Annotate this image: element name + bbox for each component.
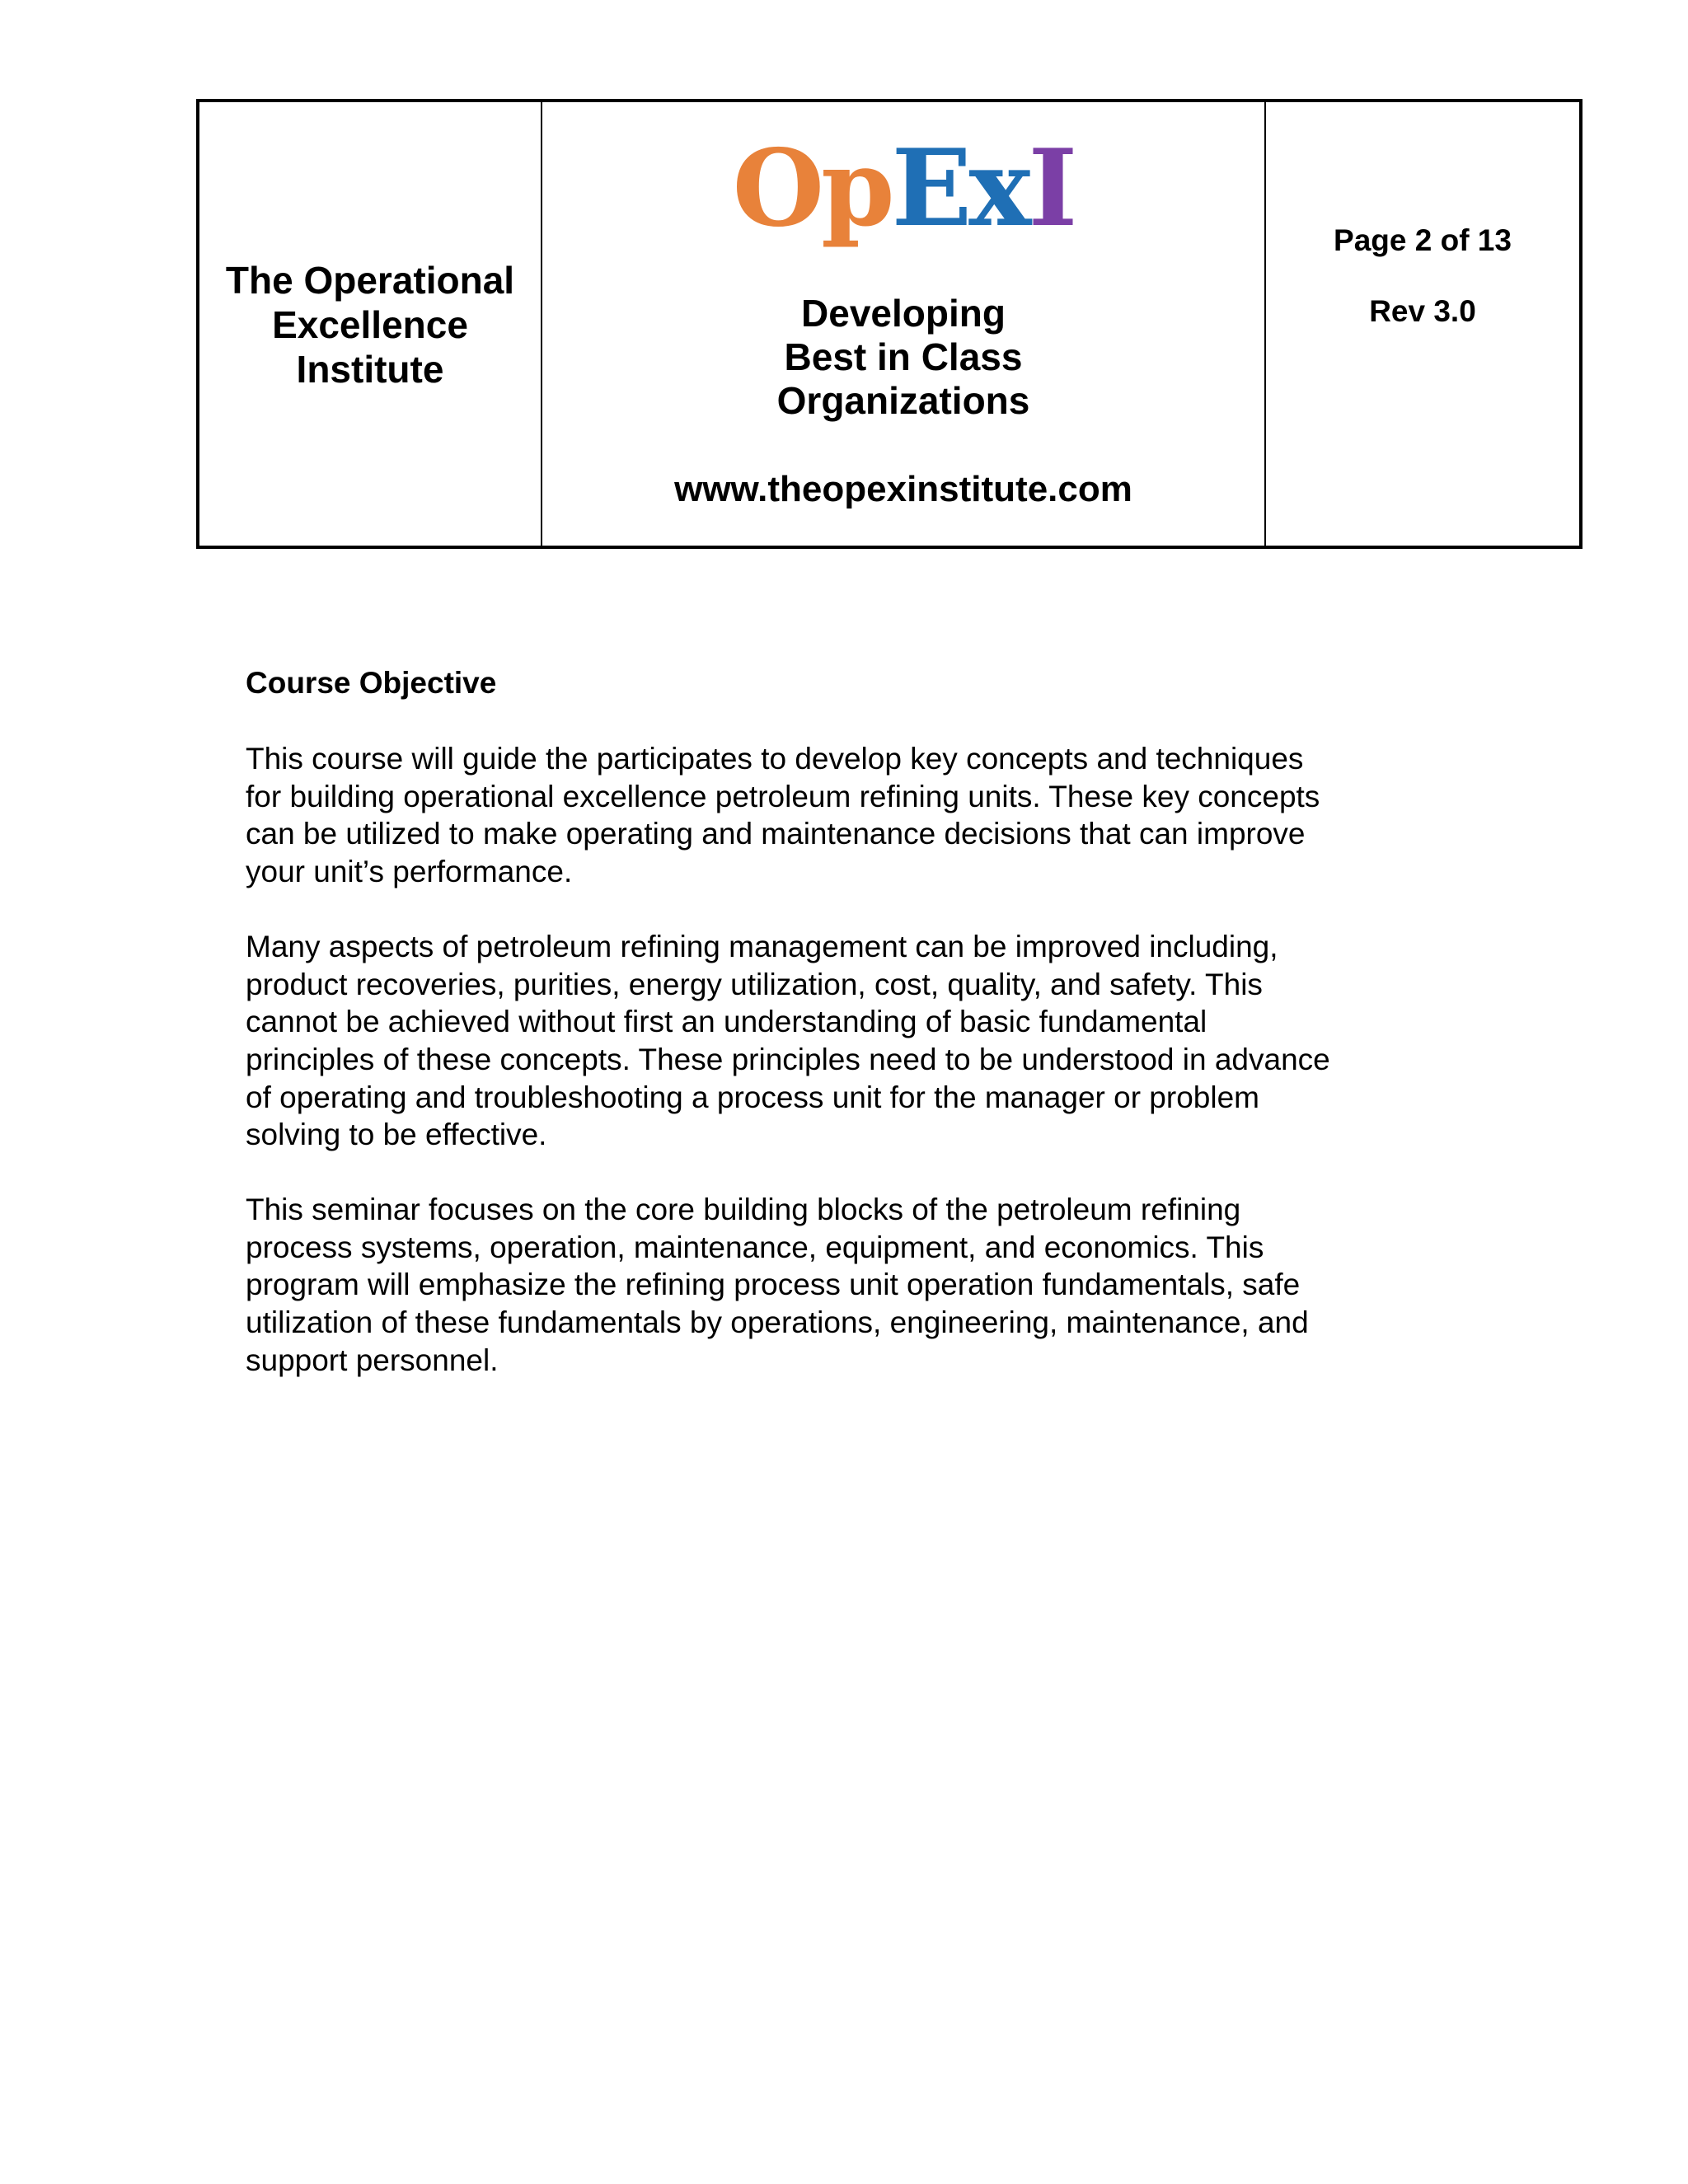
website-url: www.theopexinstitute.com (674, 469, 1132, 509)
paragraph-line: solving to be effective. (246, 1118, 547, 1152)
page-number: Page 2 of 13 (1334, 223, 1512, 257)
paragraph-line: your unit’s performance. (246, 855, 573, 889)
header-center-cell (542, 102, 1266, 546)
paragraph (246, 740, 1449, 891)
paragraph-line: This seminar focuses on the core building blocks of the petroleum refining (246, 1193, 1241, 1227)
paragraph-line: cannot be achieved without first an understanding of basic fundamental (246, 1005, 1207, 1039)
tagline (542, 292, 1264, 423)
organization-name (213, 258, 527, 391)
logo-part-i: I (1028, 127, 1075, 251)
org-name-line: Excellence (272, 303, 468, 346)
document-header (196, 99, 1582, 549)
logo-part-op: Op (732, 127, 892, 251)
paragraph-line: can be utilized to make operating and maintenance decisions that can improve (246, 817, 1306, 851)
header-page-info-cell (1266, 102, 1579, 546)
revision-label: Rev 3.0 (1369, 294, 1476, 328)
opexi-logo (542, 127, 1264, 251)
paragraph-line: process systems, operation, maintenance, equipment, and economics. This (246, 1230, 1264, 1264)
org-name-line: Institute (296, 348, 444, 391)
paragraph (246, 928, 1449, 1154)
header-org-cell (199, 102, 542, 546)
section-title: Course Objective (246, 666, 497, 700)
tagline-line: Organizations (776, 379, 1030, 422)
paragraph-line: Many aspects of petroleum refining management can be improved including, (246, 929, 1278, 963)
logo-part-ex: Ex (891, 127, 1029, 251)
paragraph (246, 1191, 1449, 1380)
paragraph-line: product recoveries, purities, energy utilization, cost, quality, and safety. This (246, 967, 1263, 1001)
paragraph-line: for building operational excellence petroleum refining units. These key concepts (246, 779, 1320, 813)
tagline-line: Best in Class (784, 335, 1023, 378)
paragraph-line: support personnel. (246, 1343, 499, 1377)
paragraph-line: of operating and troubleshooting a process unit for the manager or problem (246, 1080, 1259, 1114)
paragraph-line: utilization of these fundamentals by operations, engineering, maintenance, and (246, 1305, 1309, 1340)
paragraph-line: This course will guide the participates to develop key concepts and techniques (246, 742, 1304, 776)
tagline-line: Developing (801, 292, 1006, 335)
paragraph-line: program will emphasize the refining process unit operation fundamentals, safe (246, 1268, 1301, 1302)
org-name-line: The Operational (225, 259, 515, 302)
document-body (246, 664, 1449, 1417)
paragraph-line: principles of these concepts. These principles need to be understood in advance (246, 1042, 1330, 1076)
